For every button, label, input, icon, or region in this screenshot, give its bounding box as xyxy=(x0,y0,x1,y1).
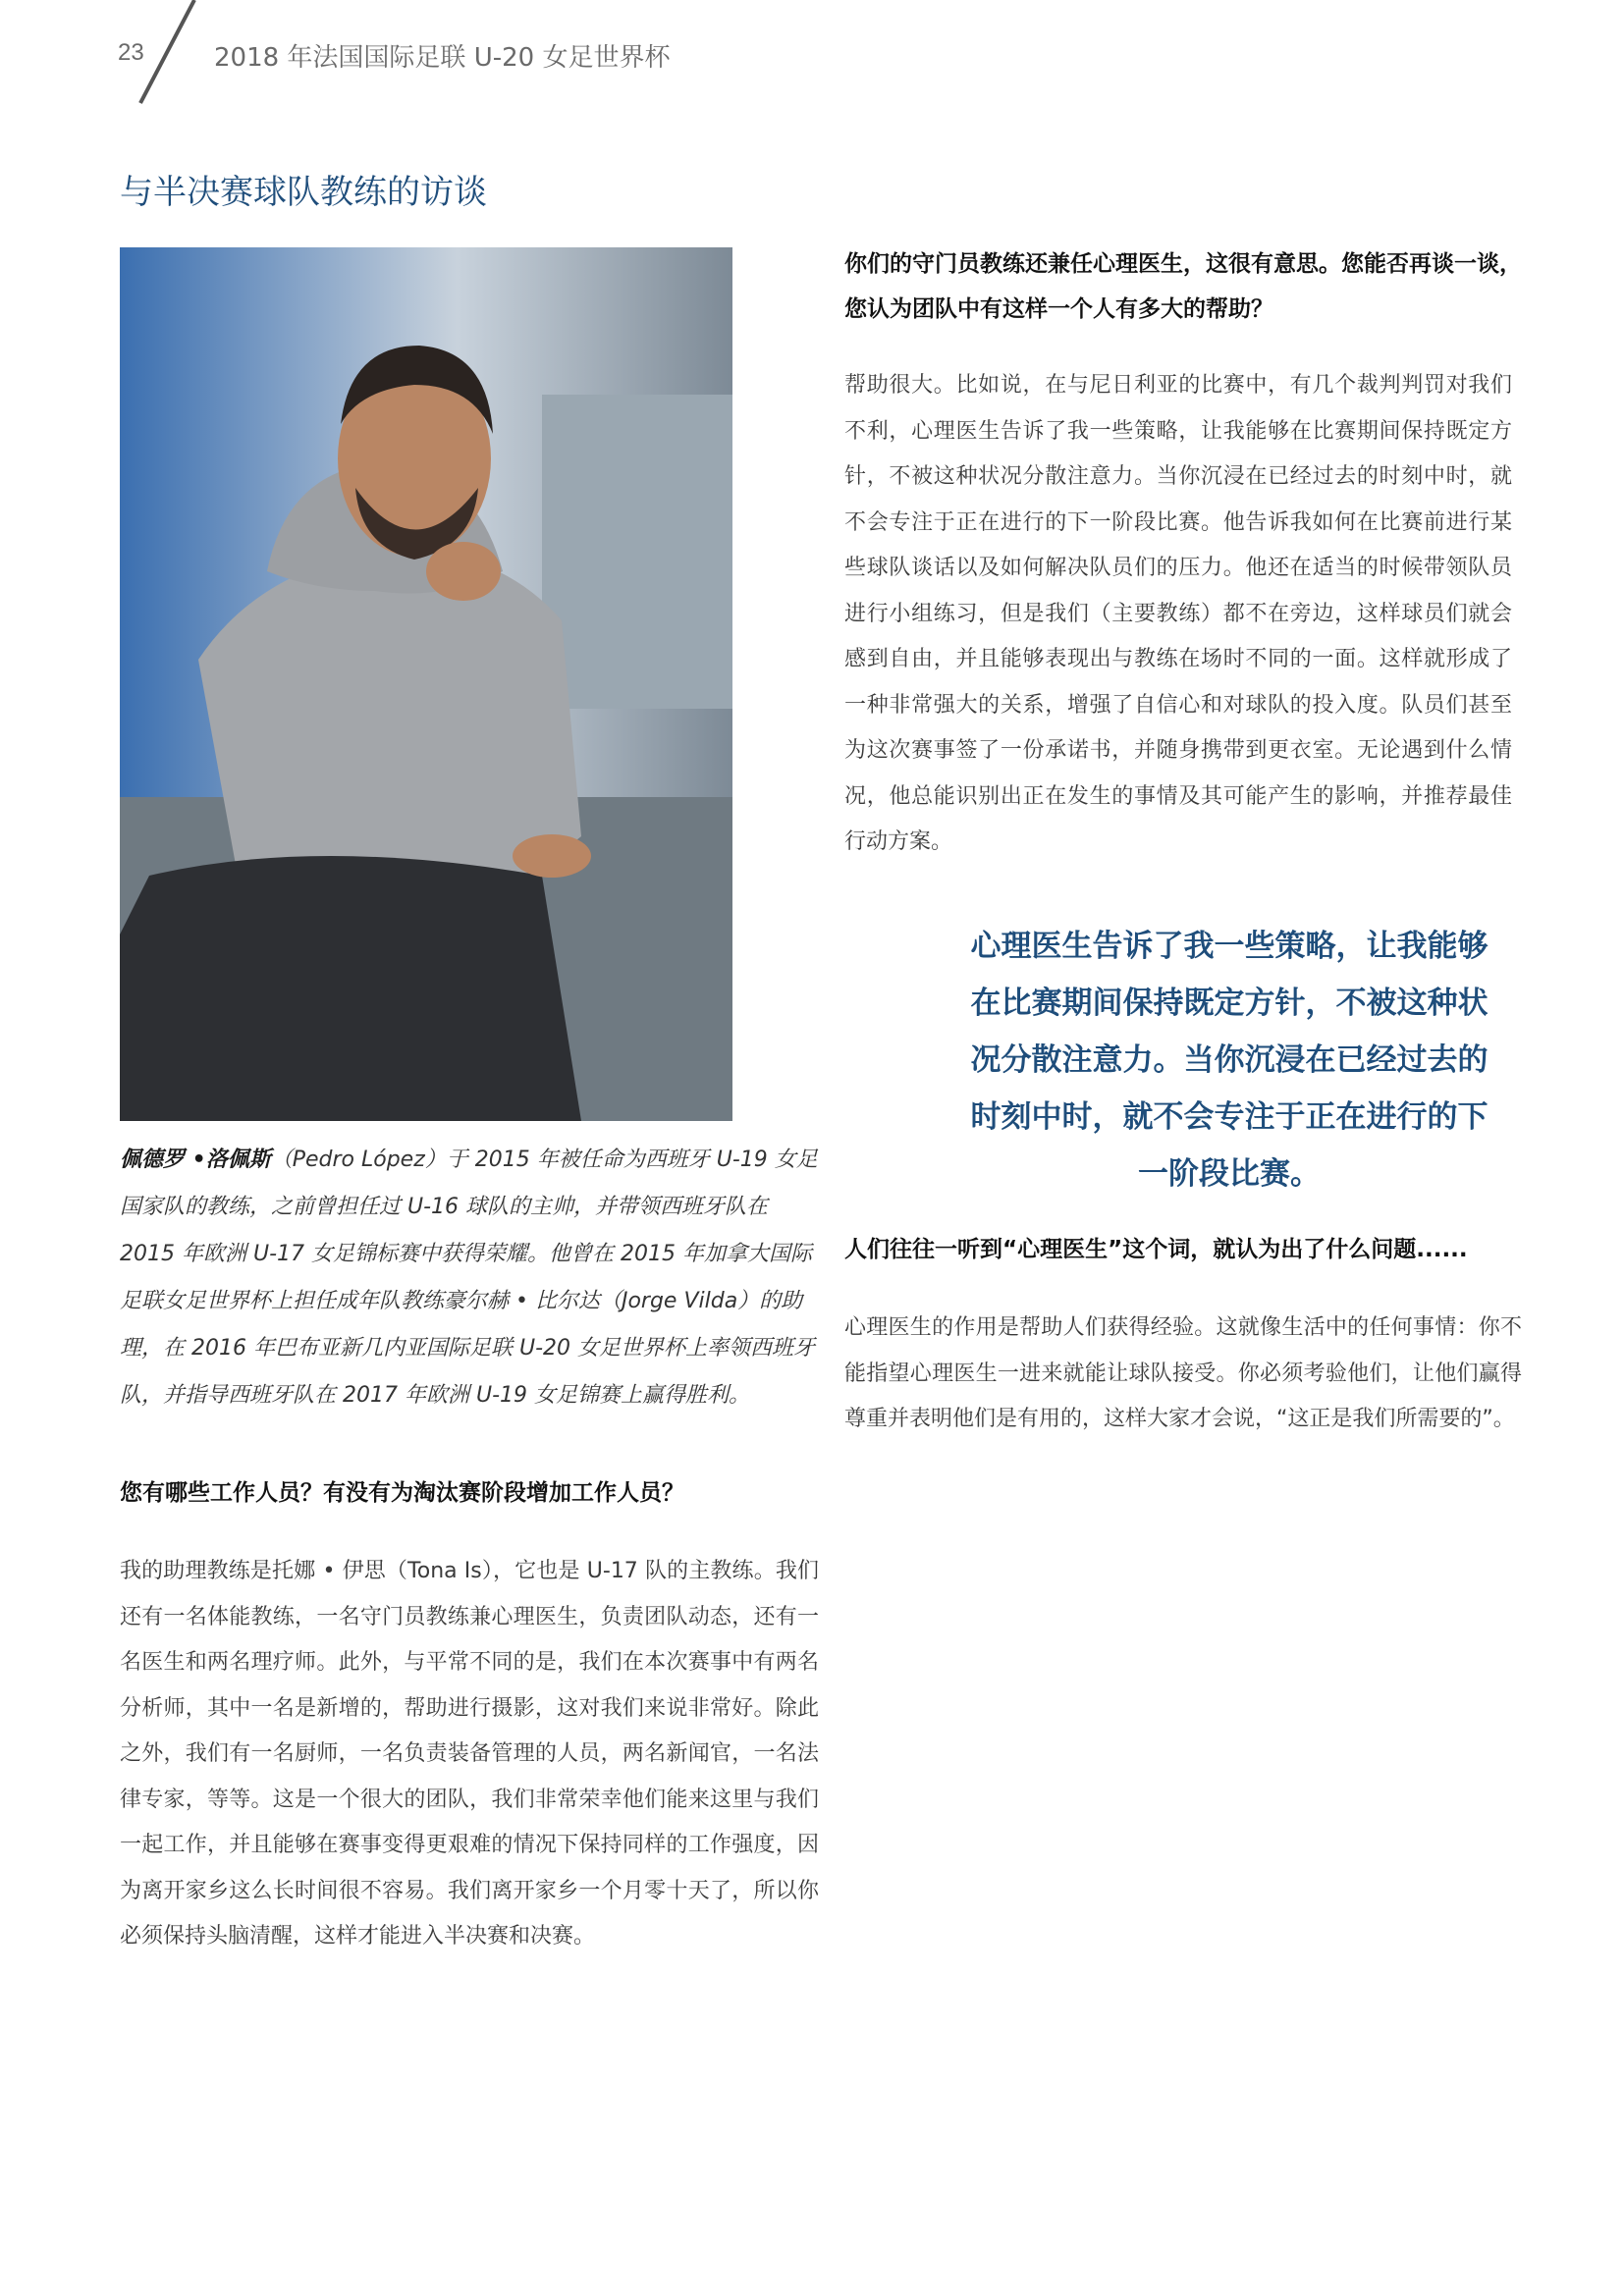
pull-quote-line: 一阶段比赛。 xyxy=(1138,1156,1321,1192)
question-staff: 您有哪些工作人员？有没有为淘汰赛阶段增加工作人员？ xyxy=(120,1480,684,1506)
pull-quote xyxy=(917,918,1542,1202)
pull-quote-line: 时刻中时，就不会专注于正在进行的下 xyxy=(970,1099,1489,1135)
pull-quote-line: 在比赛期间保持既定方针，不被这种状 xyxy=(970,986,1489,1021)
caption-text: （Pedro López）于 2015 年被任命为西班牙 U-19 女足国家队的教练，之前曾担任过 U-16 球队的主帅，并带领西班牙队在 2015 年欧洲 U-17 女足锦标赛中获得荣耀。他曾在 2015 年加拿大国际足联女足世界杯上担任成年队教练豪尔赫 • 比尔达（Jorge Vilda）的助理，在 2016 年巴布亚新几内亚国际足联 U-20 女足世界杯上率领西班牙队，并指导西班牙队在 2017 年欧洲 U-19 女足锦赛上赢得胜利。 xyxy=(120,1148,818,1408)
pull-quote-line: 心理医生告诉了我一些策略，让我能够 xyxy=(970,929,1489,964)
pull-quote-line: 况分散注意力。当你沉浸在已经过去的 xyxy=(970,1042,1489,1078)
answer-staff: 我的助理教练是托娜 • 伊思（Tona Is），它也是 U-17 队的主教练。我们还有一名体能教练，一名守门员教练兼心理医生，负责团队动态，还有一名医生和两名理疗师。此外，与平常不同的是，我们在本次赛事中有两名分析师，其中一名是新增的，帮助进行摄影，这对我们来说非常好。除此之外，我们有一名厨师，一名负责装备管理的人员，两名新闻官，一名法律专家，等等。这是一个很大的团队，我们非常荣幸他们能来这里与我们一起工作，并且能够在赛事变得更艰难的情况下保持同样的工作强度，因为离开家乡这么长时间很不容易。我们离开家乡一个月零十天了，所以你必须保持头脑清醒，这样才能进入半决赛和决赛。 xyxy=(120,1559,819,1949)
section-title: 与半决赛球队教练的访谈 xyxy=(120,173,487,212)
page-number: 23 xyxy=(118,39,144,66)
answer-psychologist: 帮助很大。比如说，在与尼日利亚的比赛中，有几个裁判判罚对我们不利，心理医生告诉了我一些策略，让我能够在比赛期间保持既定方针，不被这种状况分散注意力。当你沉浸在已经过去的时刻中时，就不会专注于正在进行的下一阶段比赛。他告诉我如何在比赛前进行某些球队谈话以及如何解决队员们的压力。他还在适当的时候带领队员进行小组练习，但是我们（主要教练）都不在旁边，这样球员们就会感到自由，并且能够表现出与教练在场时不同的一面。这样就形成了一种非常强大的关系，增强了自信心和对球队的投入度。队员们甚至为这次赛事签了一份承诺书，并随身携带到更衣室。无论遇到什么情况，他总能识别出正在发生的事情及其可能产生的影响，并推荐最佳行动方案。 xyxy=(844,373,1512,854)
answer-stigma: 心理医生的作用是帮助人们获得经验。这就像生活中的任何事情：你不能指望心理医生一进来就能让球队接受。你必须考验他们，让他们赢得尊重并表明他们是有用的，这样大家才会说，“这正是我们所需要的”。 xyxy=(844,1315,1522,1431)
caption-name: 佩德罗 •洛佩斯 xyxy=(120,1148,271,1172)
running-title: 2018 年法国国际足联 U-20 女足世界杯 xyxy=(214,43,671,73)
header-slash-divider xyxy=(116,0,204,108)
question-psychologist: 你们的守门员教练还兼任心理医生，这很有意思。您能否再谈一谈，您认为团队中有这样一个人有多大的帮助？ xyxy=(844,251,1522,322)
photo-caption xyxy=(120,1137,819,1419)
question-stigma: 人们往往一听到“心理医生”这个词，就认为出了什么问题...... xyxy=(844,1237,1468,1262)
coach-photo xyxy=(120,247,732,1121)
